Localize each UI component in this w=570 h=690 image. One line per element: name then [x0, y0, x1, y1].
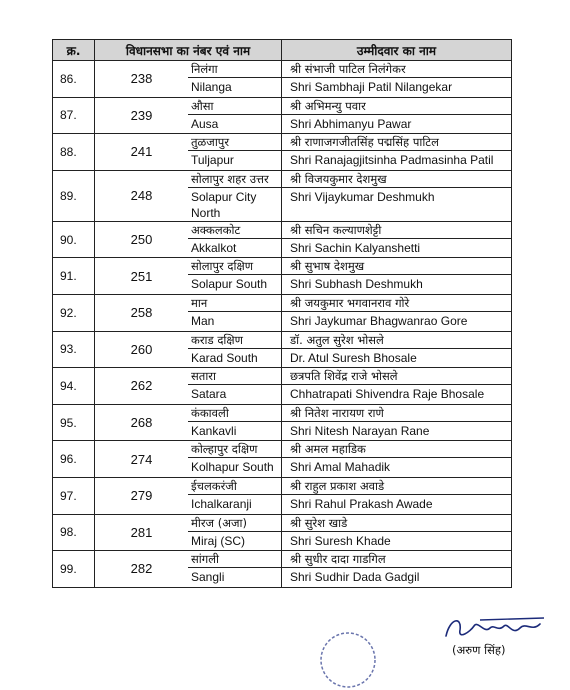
- serial-number: 87.: [53, 97, 95, 134]
- header-candidate: उम्मीदवार का नाम: [282, 40, 512, 61]
- constituency-name-english: Miraj (SC): [188, 531, 281, 549]
- table-row: [53, 368, 512, 405]
- table-row: [53, 331, 512, 368]
- constituency-name-hindi: सोलापुर दक्षिण: [191, 259, 254, 274]
- candidate-name-hindi: छत्रपति शिवेंद्र राजे भोसले: [290, 369, 398, 384]
- table-row: [53, 514, 512, 551]
- table-row: [53, 61, 512, 98]
- constituency-name-cell: [188, 368, 282, 405]
- candidate-name-cell: [282, 258, 512, 295]
- constituency-number: 258: [95, 294, 189, 331]
- candidate-name-cell: [282, 134, 512, 171]
- serial-number: 88.: [53, 134, 95, 171]
- constituency-name-english: Solapur South: [188, 274, 281, 292]
- constituency-name-english: Ichalkaranji: [188, 494, 281, 512]
- constituency-name-cell: [188, 221, 282, 258]
- table-row: [53, 170, 512, 221]
- candidate-list-table: [52, 39, 512, 588]
- constituency-number: 239: [95, 97, 189, 134]
- candidate-name-english: Shri Ranajagjitsinha Padmasinha Patil: [282, 150, 511, 168]
- constituency-number: 250: [95, 221, 189, 258]
- serial-number: 98.: [53, 514, 95, 551]
- candidate-name-english: Dr. Atul Suresh Bhosale: [282, 348, 511, 366]
- table-row: [53, 97, 512, 134]
- table-row: [53, 441, 512, 478]
- candidate-name-hindi: श्री संभाजी पाटिल निलंगेकर: [290, 62, 406, 76]
- table-row: [53, 294, 512, 331]
- serial-number: 99.: [53, 551, 95, 588]
- table-body: [53, 61, 512, 588]
- constituency-name-hindi: सोलापुर शहर उत्तर: [191, 171, 269, 186]
- candidate-name-english: Shri Sambhaji Patil Nilangekar: [282, 77, 511, 95]
- constituency-name-hindi: तुळजापुर: [191, 135, 230, 150]
- candidate-name-english: Shri Amal Mahadik: [282, 457, 511, 475]
- constituency-number: 248: [95, 170, 189, 221]
- candidate-name-cell: [282, 170, 512, 221]
- constituency-number: 262: [95, 368, 189, 405]
- constituency-name-english: Karad South: [188, 348, 281, 366]
- candidate-name-cell: [282, 294, 512, 331]
- constituency-name-english: Sangli: [188, 567, 281, 585]
- candidate-name-english: Shri Rahul Prakash Awade: [282, 494, 511, 512]
- candidate-name-english: Shri Sudhir Dada Gadgil: [282, 567, 511, 585]
- serial-number: 86.: [53, 61, 95, 98]
- constituency-name-cell: [188, 477, 282, 514]
- candidate-name-cell: [282, 441, 512, 478]
- constituency-name-hindi: कराड दक्षिण: [191, 332, 243, 347]
- constituency-name-hindi: कंकावली: [191, 405, 229, 420]
- candidate-name-english: Shri Nitesh Narayan Rane: [282, 421, 511, 439]
- serial-number: 89.: [53, 170, 95, 221]
- candidate-name-hindi: श्री अमल महाडिक: [290, 442, 366, 457]
- signature-image: [440, 612, 550, 644]
- candidate-name-hindi: श्री सुधीर दादा गाडगिल: [290, 552, 386, 567]
- constituency-name-english: Ausa: [188, 114, 281, 132]
- candidate-name-hindi: श्री सुभाष देशमुख: [290, 259, 365, 274]
- constituency-number: 260: [95, 331, 189, 368]
- candidate-name-english: Shri Jaykumar Bhagwanrao Gore: [282, 311, 511, 329]
- constituency-name-english: Kankavli: [188, 421, 281, 439]
- candidate-name-hindi: श्री राहुल प्रकाश अवाडे: [290, 478, 385, 493]
- candidate-name-english: Shri Sachin Kalyanshetti: [282, 238, 511, 256]
- constituency-name-hindi: ईचलकरंजी: [191, 478, 237, 493]
- serial-number: 90.: [53, 221, 95, 258]
- constituency-number: 274: [95, 441, 189, 478]
- constituency-name-english: Man: [188, 311, 281, 329]
- constituency-name-cell: [188, 170, 282, 221]
- serial-number: 97.: [53, 477, 95, 514]
- candidate-name-english: Chhatrapati Shivendra Raje Bhosale: [282, 384, 511, 402]
- candidate-name-cell: [282, 368, 512, 405]
- constituency-name-hindi: निलंगा: [191, 62, 218, 76]
- candidate-name-hindi: श्री जयकुमार भगवानराव गोरे: [290, 295, 410, 310]
- candidate-name-hindi: डॉ. अतुल सुरेश भोसले: [290, 332, 384, 347]
- constituency-number: 268: [95, 404, 189, 441]
- constituency-name-english: Kolhapur South: [188, 457, 281, 475]
- table-row: [53, 258, 512, 295]
- candidate-name-cell: [282, 404, 512, 441]
- candidate-name-english: Shri Subhash Deshmukh: [282, 274, 511, 292]
- serial-number: 96.: [53, 441, 95, 478]
- constituency-name-hindi: औसा: [191, 98, 214, 113]
- constituency-name-cell: [188, 134, 282, 171]
- constituency-name-english: Solapur City North: [188, 187, 281, 221]
- constituency-name-cell: [188, 97, 282, 134]
- serial-number: 91.: [53, 258, 95, 295]
- candidate-name-cell: [282, 61, 512, 98]
- candidate-name-hindi: श्री सचिन कल्याणशेट्टी: [290, 222, 382, 237]
- constituency-number: 241: [95, 134, 189, 171]
- candidate-name-english: Shri Vijaykumar Deshmukh: [282, 187, 511, 205]
- constituency-number: 279: [95, 477, 189, 514]
- party-stamp: [318, 630, 378, 690]
- constituency-name-hindi: मान: [191, 295, 208, 310]
- candidate-name-english: Shri Abhimanyu Pawar: [282, 114, 511, 132]
- candidate-name-cell: [282, 97, 512, 134]
- constituency-name-english: Tuljapur: [188, 150, 281, 168]
- table-row: [53, 404, 512, 441]
- constituency-name-english: Nilanga: [188, 77, 281, 95]
- constituency-name-cell: [188, 331, 282, 368]
- table-row: [53, 221, 512, 258]
- constituency-name-cell: [188, 258, 282, 295]
- constituency-name-cell: [188, 551, 282, 588]
- candidate-name-english: Shri Suresh Khade: [282, 531, 511, 549]
- candidate-name-hindi: श्री विजयकुमार देशमुख: [290, 171, 387, 186]
- table-row: [53, 477, 512, 514]
- constituency-name-hindi: मीरज (अजा): [191, 515, 248, 530]
- serial-number: 95.: [53, 404, 95, 441]
- candidate-name-cell: [282, 551, 512, 588]
- constituency-name-hindi: कोल्हापुर दक्षिण: [191, 442, 258, 457]
- constituency-name-hindi: अक्कलकोट: [191, 222, 241, 237]
- serial-number: 94.: [53, 368, 95, 405]
- header-serial: क्र.: [53, 40, 95, 61]
- constituency-name-english: Satara: [188, 384, 281, 402]
- candidate-name-cell: [282, 331, 512, 368]
- constituency-name-cell: [188, 514, 282, 551]
- table-row: [53, 134, 512, 171]
- candidate-name-hindi: श्री अभिमन्यु पवार: [290, 98, 366, 113]
- constituency-name-cell: [188, 61, 282, 98]
- candidate-name-cell: [282, 477, 512, 514]
- constituency-name-hindi: सतारा: [191, 369, 216, 384]
- candidate-name-hindi: श्री नितेश नारायण राणे: [290, 405, 384, 420]
- candidate-name-cell: [282, 221, 512, 258]
- constituency-name-cell: [188, 404, 282, 441]
- constituency-number: 251: [95, 258, 189, 295]
- constituency-number: 238: [95, 61, 189, 98]
- constituency-name-cell: [188, 294, 282, 331]
- constituency-name-english: Akkalkot: [188, 238, 281, 256]
- constituency-number: 282: [95, 551, 189, 588]
- table-header-row: [53, 40, 512, 61]
- constituency-name-hindi: सांगली: [191, 552, 220, 567]
- header-constituency: विधानसभा का नंबर एवं नाम: [95, 40, 282, 61]
- constituency-name-cell: [188, 441, 282, 478]
- serial-number: 92.: [53, 294, 95, 331]
- serial-number: 93.: [53, 331, 95, 368]
- candidate-name-hindi: श्री सुरेश खाडे: [290, 515, 348, 530]
- signatory-name: (अरुण सिंह): [452, 643, 506, 657]
- candidate-name-hindi: श्री राणाजगजीतसिंह पद्मसिंह पाटिल: [290, 135, 439, 150]
- constituency-number: 281: [95, 514, 189, 551]
- table-row: [53, 551, 512, 588]
- candidate-name-cell: [282, 514, 512, 551]
